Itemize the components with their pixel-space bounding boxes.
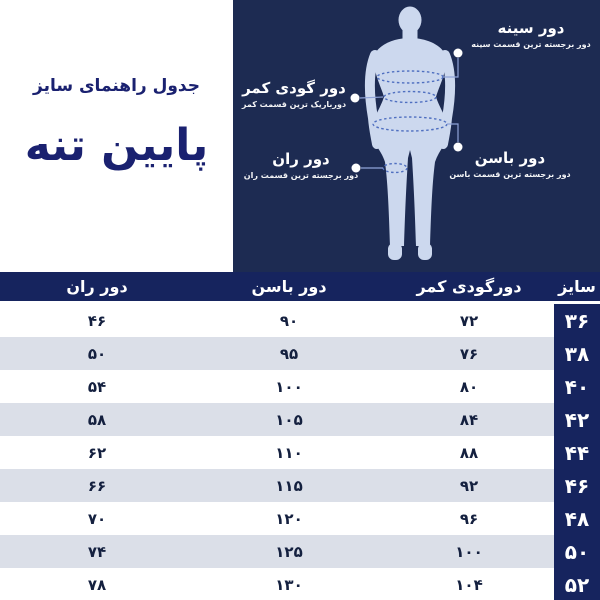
thigh-label (243, 151, 359, 180)
size-value-cell: ۳۶ (554, 304, 600, 337)
waist-value-cell: ۷۲ (459, 311, 479, 330)
thigh-value-cell: ۷۴ (87, 542, 107, 561)
chest-label-desc: دور برجسته ترین قسمت سینه (471, 40, 591, 50)
hip-label (449, 150, 571, 179)
header-size: سایز (558, 277, 596, 296)
table-header-row (0, 272, 600, 304)
size-value-cell: ۴۸ (554, 502, 600, 535)
header-waist: دورگودی کمر (416, 277, 522, 296)
table-body (0, 304, 600, 600)
waist-value-cell: ۸۰ (459, 377, 479, 396)
thigh-value-cell: ۶۲ (87, 443, 107, 462)
hip-value-cell: ۱۳۰ (275, 575, 303, 594)
thigh-value-cell: ۷۰ (87, 509, 107, 528)
waist-connector-line (360, 97, 383, 98)
thigh-value-cell: ۵۸ (87, 410, 107, 429)
table-row (0, 337, 600, 370)
size-value-cell: ۴۰ (554, 370, 600, 403)
size-value-cell: ۵۰ (554, 535, 600, 568)
table-row (0, 568, 600, 600)
table-row (0, 502, 600, 535)
body-measurement-diagram (233, 0, 600, 272)
waist-label-desc: دورباریک ترین قسمت کمر (241, 100, 347, 110)
size-value-cell: ۳۸ (554, 337, 600, 370)
thigh-value-cell: ۶۶ (87, 476, 107, 495)
thigh-value-cell: ۴۶ (87, 311, 107, 330)
waist-value-cell: ۹۲ (459, 476, 479, 495)
waist-label-title: دور گودی کمر (242, 79, 346, 97)
chest-label-title: دور سینه (497, 19, 565, 37)
waist-value-cell: ۸۴ (459, 410, 479, 429)
title-panel (0, 0, 233, 272)
thigh-label-title: دور ران (272, 150, 330, 168)
body-silhouette (372, 7, 448, 261)
waist-value-cell: ۷۶ (459, 344, 479, 363)
table-row (0, 436, 600, 469)
waist-value-cell: ۱۰۰ (455, 542, 483, 561)
hip-value-cell: ۹۰ (279, 311, 299, 330)
thigh-label-desc: دور برجسته ترین قسمت ران (243, 171, 359, 181)
hip-value-cell: ۱۲۰ (275, 509, 303, 528)
table-row (0, 469, 600, 502)
size-value-cell: ۴۲ (554, 403, 600, 436)
size-table (0, 272, 600, 600)
table-row (0, 370, 600, 403)
table-row (0, 535, 600, 568)
hip-value-cell: ۱۱۰ (275, 443, 303, 462)
waist-value-cell: ۱۰۴ (455, 575, 483, 594)
header-thigh: دور ران (66, 277, 128, 296)
hip-value-cell: ۱۰۵ (275, 410, 303, 429)
chest-label (469, 20, 593, 49)
top-section (0, 0, 600, 272)
header-hip: دور باسن (251, 277, 327, 296)
chest-callout-dot (454, 49, 463, 58)
size-value-cell: ۵۲ (554, 568, 600, 600)
waist-value-cell: ۹۶ (459, 509, 479, 528)
page-title: پایین تنه (24, 120, 209, 171)
hip-value-cell: ۱۲۵ (275, 542, 303, 561)
thigh-value-cell: ۵۴ (87, 377, 107, 396)
hip-label-desc: دور برجسته ترین قسمت باسن (449, 170, 571, 180)
table-row (0, 304, 600, 337)
guide-subtitle: جدول راهنمای سایز (33, 76, 200, 96)
hip-value-cell: ۹۵ (279, 344, 299, 363)
hip-label-title: دور باسن (474, 149, 546, 167)
size-value-cell: ۴۶ (554, 469, 600, 502)
size-value-cell: ۴۴ (554, 436, 600, 469)
hip-value-cell: ۱۱۵ (275, 476, 303, 495)
table-row (0, 403, 600, 436)
thigh-value-cell: ۷۸ (87, 575, 107, 594)
thigh-value-cell: ۵۰ (87, 344, 107, 363)
waist-label (233, 80, 355, 109)
hip-value-cell: ۱۰۰ (275, 377, 303, 396)
waist-value-cell: ۸۸ (459, 443, 479, 462)
